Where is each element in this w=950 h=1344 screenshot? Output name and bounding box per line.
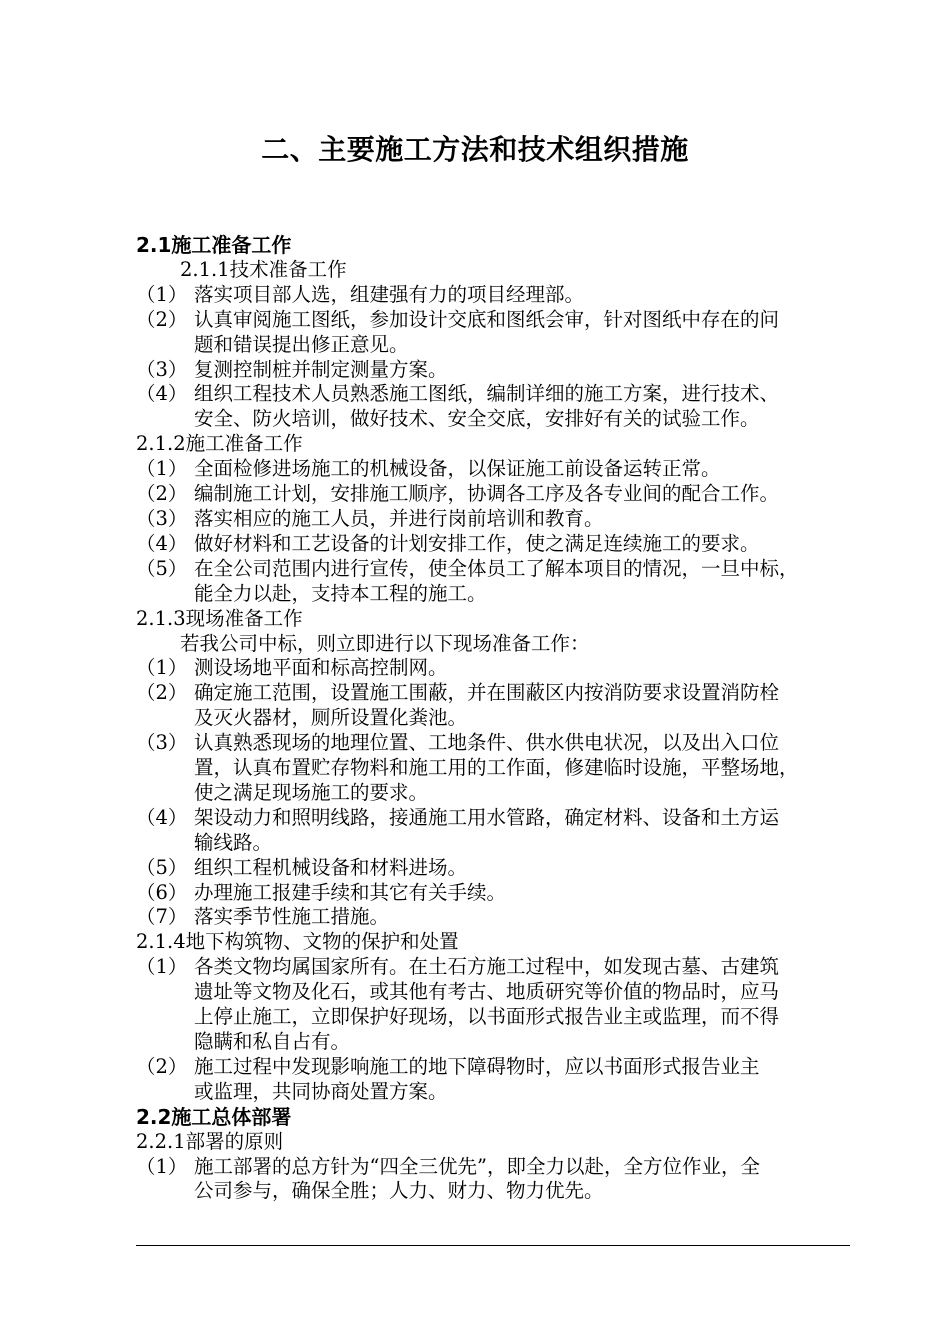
- item-text-line: 落实相应的施工人员，并进行岗前培训和教育。: [194, 506, 604, 530]
- list-item: [136, 881, 856, 906]
- item-number: （3）: [136, 506, 188, 530]
- list-item: [136, 656, 856, 681]
- item-number: （2）: [136, 681, 188, 705]
- item-number: （3）: [136, 357, 188, 381]
- list-item: [136, 955, 856, 1055]
- item-text-line: 安全、防火培训，做好技术、安全交底，安排好有关的试验工作。: [194, 407, 760, 431]
- item-number: （4）: [136, 531, 188, 555]
- item-text-line: 组织工程技术人员熟悉施工图纸，编制详细的施工方案，进行技术、: [194, 382, 780, 406]
- item-number: （2）: [136, 307, 188, 331]
- item-text-line: 落实项目部人选，组建强有力的项目经理部。: [194, 282, 585, 306]
- item-number: （3）: [136, 731, 188, 755]
- list-item: [136, 1155, 856, 1205]
- item-text-line: 办理施工报建手续和其它有关手续。: [194, 880, 507, 904]
- item-text-line: 各类文物均属国家所有。在土石方施工过程中，如发现古墓、古建筑: [194, 955, 780, 979]
- item-number: （1）: [136, 1154, 188, 1178]
- item-number: （2）: [136, 1054, 188, 1078]
- item-text-line: 落实季节性施工措施。: [194, 905, 390, 929]
- item-number: （7）: [136, 905, 188, 929]
- item-text-line: 及灭火器材，厕所设置化粪池。: [194, 706, 468, 730]
- item-text-line: 架设动力和照明线路，接通施工用水管路，确定材料、设备和土方运: [194, 805, 780, 829]
- item-text-line: 遗址等文物及化石，或其他有考古、地质研究等价值的物品时，应马: [194, 980, 780, 1004]
- list-item: [136, 856, 856, 881]
- item-number: （6）: [136, 880, 188, 904]
- section-heading: 2.1施工准备工作: [136, 233, 292, 257]
- item-text-line: 组织工程机械设备和材料进场。: [194, 855, 468, 879]
- item-text-line: 复测控制桩并制定测量方案。: [194, 357, 448, 381]
- item-text-line: 编制施工计划，安排施工顺序，协调各工序及各专业间的配合工作。: [194, 482, 780, 506]
- intro-paragraph: 若我公司中标，则立即进行以下现场准备工作：: [180, 631, 590, 655]
- item-text-line: 上停止施工，立即保护好现场，以书面形式报告业主或监理，而不得: [194, 1005, 780, 1029]
- item-text-line: 测设场地平面和标高控制网。: [194, 656, 448, 680]
- item-text-line: 输线路。: [194, 830, 273, 854]
- list-item: [136, 1055, 856, 1105]
- item-text-line: 认真审阅施工图纸，参加设计交底和图纸会审，针对图纸中存在的问: [194, 307, 780, 331]
- list-item: [136, 731, 856, 806]
- subsection-heading: 2.2.1部署的原则: [136, 1129, 284, 1153]
- item-number: （4）: [136, 805, 188, 829]
- subsection-heading: 2.1.1技术准备工作: [180, 257, 347, 281]
- subsection-heading: 2.1.3现场准备工作: [136, 606, 303, 630]
- document-body: [136, 233, 856, 1204]
- item-number: （5）: [136, 855, 188, 879]
- item-text-line: 使之满足现场施工的要求。: [194, 780, 429, 804]
- item-number: （1）: [136, 955, 188, 979]
- list-item: [136, 358, 856, 383]
- item-text-line: 确定施工范围，设置施工围蔽，并在围蔽区内按消防要求设置消防栓: [194, 681, 780, 705]
- footer-divider: [136, 1245, 850, 1246]
- item-text-line: 认真熟悉现场的地理位置、工地条件、供水供电状况，以及出入口位: [194, 731, 780, 755]
- subsection-heading: 2.1.4地下构筑物、文物的保护和处置: [136, 930, 459, 954]
- item-number: （1）: [136, 282, 188, 306]
- item-number: （4）: [136, 382, 188, 406]
- item-number: （1）: [136, 457, 188, 481]
- subsection-heading: 2.1.2施工准备工作: [136, 432, 303, 456]
- item-text-line: 施工过程中发现影响施工的地下障碍物时，应以书面形式报告业主: [194, 1054, 760, 1078]
- item-number: （2）: [136, 482, 188, 506]
- list-item: [136, 806, 856, 856]
- item-number: （1）: [136, 656, 188, 680]
- list-item: [136, 681, 856, 731]
- item-number: （5）: [136, 556, 188, 580]
- list-item: [136, 382, 856, 432]
- item-text-line: 或监理，共同协商处置方案。: [194, 1079, 448, 1103]
- list-item: [136, 457, 856, 482]
- item-text-line: 在全公司范围内进行宣传，使全体员工了解本项目的情况，一旦中标，: [194, 556, 799, 580]
- list-item: [136, 283, 856, 308]
- item-text-line: 题和错误提出修正意见。: [194, 332, 409, 356]
- list-item: [136, 532, 856, 557]
- item-text-line: 能全力以赴，支持本工程的施工。: [194, 581, 487, 605]
- item-text-line: 隐瞒和私自占有。: [194, 1030, 351, 1053]
- list-item: [136, 905, 856, 930]
- item-text-line: 施工部署的总方针为“四全三优先”，即全力以赴，全方位作业，全: [194, 1154, 760, 1178]
- list-item: [136, 482, 856, 507]
- item-text-line: 公司参与，确保全胜；人力、财力、物力优先。: [194, 1179, 604, 1203]
- list-item: [136, 507, 856, 532]
- list-item: [136, 308, 856, 358]
- item-text-line: 做好材料和工艺设备的计划安排工作，使之满足连续施工的要求。: [194, 531, 760, 555]
- list-item: [136, 557, 856, 607]
- page-title: 二、主要施工方法和技术组织措施: [261, 133, 689, 166]
- item-text-line: 置，认真布置贮存物料和施工用的工作面，修建临时设施，平整场地，: [194, 756, 799, 780]
- item-text-line: 全面检修进场施工的机械设备，以保证施工前设备运转正常。: [194, 457, 721, 481]
- section-heading: 2.2施工总体部署: [136, 1104, 292, 1129]
